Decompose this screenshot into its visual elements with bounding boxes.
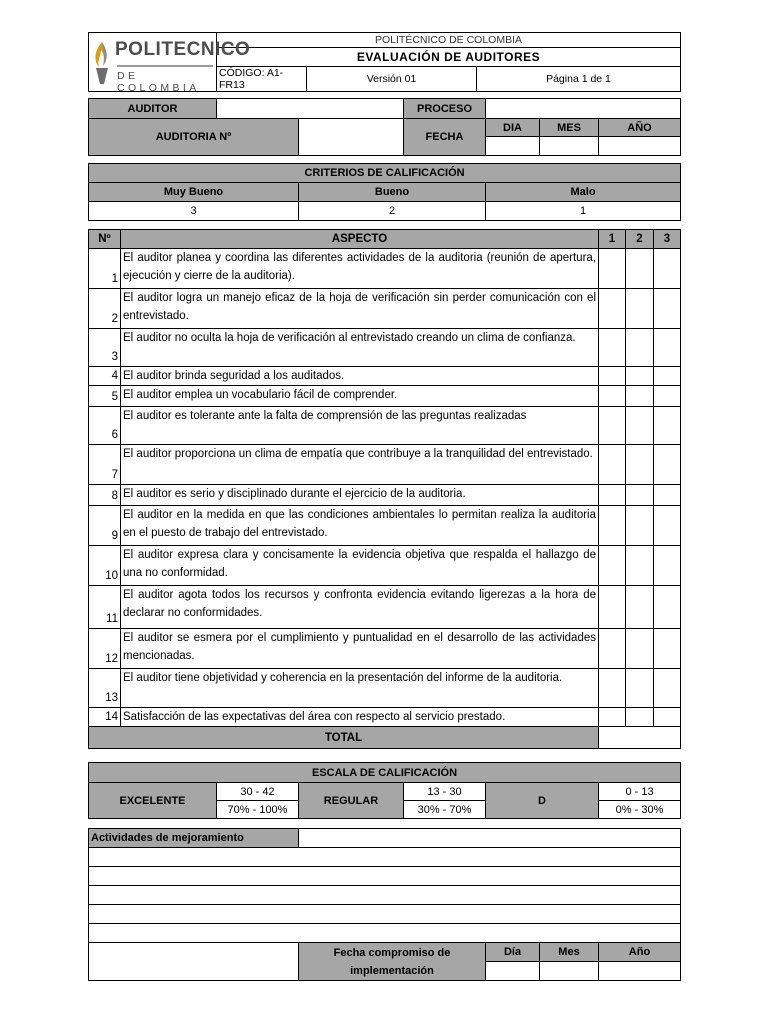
torch-logo-icon xyxy=(91,40,113,86)
criterio-label: Malo xyxy=(486,183,681,202)
dia-field[interactable] xyxy=(486,137,540,156)
aspect-text: Satisfacción de las expectativas del área con respecto al servicio prestado. xyxy=(121,708,599,727)
compromiso-dia-header: Día xyxy=(486,943,540,962)
criterios-title: CRITERIOS DE CALIFICACIÓN xyxy=(89,164,681,183)
excelente-range: 30 - 42 xyxy=(217,783,299,801)
score-cell-2[interactable] xyxy=(626,289,654,329)
score-cell-1[interactable] xyxy=(599,289,626,329)
escala-title: ESCALA DE CALIFICACIÓN xyxy=(89,763,681,783)
score-cell-3[interactable] xyxy=(654,708,681,727)
form-title: EVALUACIÓN DE AUDITORES xyxy=(217,48,681,67)
score-cell-2[interactable] xyxy=(626,445,654,485)
aspect-row xyxy=(89,249,681,289)
compromiso-mes-field[interactable] xyxy=(540,962,599,981)
aspect-text: El auditor es tolerante ante la falta de comprensión de las preguntas realizadas xyxy=(121,407,599,445)
aspectos-section xyxy=(88,229,680,749)
mejoramiento-field[interactable] xyxy=(299,829,681,848)
aspect-number: 9 xyxy=(89,506,121,546)
aspect-row xyxy=(89,586,681,629)
mejoramiento-line[interactable] xyxy=(89,924,681,943)
regular-label: REGULAR xyxy=(299,783,404,819)
logo xyxy=(89,33,251,94)
compromiso-dia-field[interactable] xyxy=(486,962,540,981)
escala-section xyxy=(88,762,680,819)
aspect-number: 11 xyxy=(89,586,121,629)
score-cell-1[interactable] xyxy=(599,386,626,407)
score-cell-2[interactable] xyxy=(626,586,654,629)
mejoramiento-title: Actividades de mejoramiento xyxy=(89,829,299,848)
proceso-label: PROCESO xyxy=(404,99,486,119)
score-cell-1[interactable] xyxy=(599,367,626,386)
aspect-row xyxy=(89,289,681,329)
aspect-text: El auditor es serio y disciplinado durante el ejercicio de la auditoria. xyxy=(121,485,599,506)
mejoramiento-blank[interactable] xyxy=(89,943,299,981)
mes-field[interactable] xyxy=(540,137,599,156)
score-cell-3[interactable] xyxy=(654,485,681,506)
aspect-text: El auditor logra un manejo eficaz de la hoja de verificación sin perder comunicación con el entrevistado. xyxy=(121,289,599,329)
score-cell-3[interactable] xyxy=(654,249,681,289)
score-cell-3[interactable] xyxy=(654,669,681,708)
compromiso-anio-field[interactable] xyxy=(599,962,681,981)
mejoramiento-section xyxy=(88,828,680,981)
anio-field[interactable] xyxy=(599,137,681,156)
score-cell-1[interactable] xyxy=(599,329,626,367)
score-cell-2[interactable] xyxy=(626,629,654,669)
aspect-number: 5 xyxy=(89,386,121,407)
d-range: 0 - 13 xyxy=(599,783,681,801)
score-cell-3[interactable] xyxy=(654,586,681,629)
form-page: Página 1 de 1 xyxy=(477,67,681,92)
aspect-row xyxy=(89,386,681,407)
score-cell-2[interactable] xyxy=(626,669,654,708)
score-cell-3[interactable] xyxy=(654,386,681,407)
score-cell-2[interactable] xyxy=(626,249,654,289)
aspect-text: El auditor no oculta la hoja de verificación al entrevistado creando un clima de confianza. xyxy=(121,329,599,367)
score-cell-3[interactable] xyxy=(654,407,681,445)
mejoramiento-line[interactable] xyxy=(89,867,681,886)
aspect-row xyxy=(89,506,681,546)
score-cell-1[interactable] xyxy=(599,249,626,289)
criterio-label: Bueno xyxy=(299,183,486,202)
compromiso-anio-header: Año xyxy=(599,943,681,962)
mejoramiento-line[interactable] xyxy=(89,905,681,924)
score-cell-1[interactable] xyxy=(599,407,626,445)
criterios-section xyxy=(88,163,680,221)
score-cell-3[interactable] xyxy=(654,445,681,485)
total-label: TOTAL xyxy=(89,727,599,749)
auditoria-number-field[interactable] xyxy=(299,119,404,156)
score-cell-2[interactable] xyxy=(626,407,654,445)
auditor-label: AUDITOR xyxy=(89,99,217,119)
score-cell-2[interactable] xyxy=(626,367,654,386)
aspect-row xyxy=(89,367,681,386)
total-row xyxy=(89,727,681,749)
mejoramiento-line[interactable] xyxy=(89,848,681,867)
aspect-number: 14 xyxy=(89,708,121,727)
total-field[interactable] xyxy=(599,727,681,749)
aspect-text: El auditor emplea un vocabulario fácil de comprender. xyxy=(121,386,599,407)
aspect-number: 2 xyxy=(89,289,121,329)
aspect-row xyxy=(89,329,681,367)
score-cell-3[interactable] xyxy=(654,629,681,669)
aspect-row xyxy=(89,485,681,506)
d-percent: 0% - 30% xyxy=(599,801,681,819)
score-header: 3 xyxy=(654,230,681,249)
score-cell-1[interactable] xyxy=(599,629,626,669)
score-cell-1[interactable] xyxy=(599,506,626,546)
aspect-header: ASPECTO xyxy=(121,230,599,249)
score-cell-2[interactable] xyxy=(626,506,654,546)
regular-range: 13 - 30 xyxy=(404,783,486,801)
fecha-compromiso-label: Fecha compromiso de implementación xyxy=(299,943,486,981)
aspect-number: 6 xyxy=(89,407,121,445)
aspect-number: 8 xyxy=(89,485,121,506)
aspect-row xyxy=(89,546,681,586)
criterio-value: 3 xyxy=(89,202,299,221)
aspect-text: El auditor planea y coordina las diferentes actividades de la auditoria (reunión de apertura, ejecución y cierre de la auditoria). xyxy=(121,249,599,289)
aspect-number: 13 xyxy=(89,669,121,708)
regular-percent: 30% - 70% xyxy=(404,801,486,819)
score-cell-1[interactable] xyxy=(599,485,626,506)
mes-header: MES xyxy=(540,119,599,137)
score-header: 2 xyxy=(626,230,654,249)
aspect-text: El auditor agota todos los recursos y confronta evidencia evitando ligerezas a la hora de declarar no conformidades. xyxy=(121,586,599,629)
aspect-number: 4 xyxy=(89,367,121,386)
aspect-row xyxy=(89,445,681,485)
aspect-number: 1 xyxy=(89,249,121,289)
form-version: Versión 01 xyxy=(307,67,477,92)
institution-name: POLITÉCNICO DE COLOMBIA xyxy=(217,33,681,48)
auditor-info-section xyxy=(88,98,680,156)
fecha-label: FECHA xyxy=(404,119,486,156)
compromiso-mes-header: Mes xyxy=(540,943,599,962)
document-header xyxy=(88,32,680,92)
excelente-label: EXCELENTE xyxy=(89,783,217,819)
anio-header: AÑO xyxy=(599,119,681,137)
aspect-number: 7 xyxy=(89,445,121,485)
aspect-text: El auditor en la medida en que las condiciones ambientales lo permitan realiza la auditoria en el puesto de trabajo del entrevistado. xyxy=(121,506,599,546)
auditoria-number-label: AUDITORIA Nº xyxy=(89,119,299,156)
logo-divider xyxy=(117,65,213,67)
aspect-number: 10 xyxy=(89,546,121,586)
d-label: D xyxy=(486,783,599,819)
score-cell-3[interactable] xyxy=(654,506,681,546)
score-cell-3[interactable] xyxy=(654,546,681,586)
criterio-value: 1 xyxy=(486,202,681,221)
score-cell-2[interactable] xyxy=(626,329,654,367)
logo-subtitle: DE COLOMBIA xyxy=(117,70,200,94)
score-cell-2[interactable] xyxy=(626,708,654,727)
criterio-value: 2 xyxy=(299,202,486,221)
score-cell-1[interactable] xyxy=(599,445,626,485)
num-header: Nº xyxy=(89,230,121,249)
aspect-row xyxy=(89,407,681,445)
excelente-percent: 70% - 100% xyxy=(217,801,299,819)
score-cell-3[interactable] xyxy=(654,367,681,386)
score-cell-1[interactable] xyxy=(599,586,626,629)
score-cell-1[interactable] xyxy=(599,669,626,708)
score-cell-1[interactable] xyxy=(599,708,626,727)
score-cell-1[interactable] xyxy=(599,546,626,586)
score-cell-2[interactable] xyxy=(626,386,654,407)
aspect-text: El auditor se esmera por el cumplimiento y puntualidad en el desarrollo de las actividades mencionadas. xyxy=(121,629,599,669)
aspect-row xyxy=(89,669,681,708)
score-cell-3[interactable] xyxy=(654,329,681,367)
score-cell-2[interactable] xyxy=(626,485,654,506)
aspect-row xyxy=(89,629,681,669)
aspect-text: El auditor proporciona un clima de empatía que contribuye a la tranquilidad del entrevistado. xyxy=(121,445,599,485)
proceso-field[interactable] xyxy=(486,99,681,119)
aspect-number: 3 xyxy=(89,329,121,367)
logo-title: POLITECNICO xyxy=(115,39,251,60)
dia-header: DIA xyxy=(486,119,540,137)
aspect-text: El auditor brinda seguridad a los auditados. xyxy=(121,367,599,386)
score-cell-2[interactable] xyxy=(626,546,654,586)
aspect-number: 12 xyxy=(89,629,121,669)
aspect-row xyxy=(89,708,681,727)
auditor-field[interactable] xyxy=(217,99,404,119)
mejoramiento-line[interactable] xyxy=(89,886,681,905)
aspect-text: El auditor expresa clara y concisamente la evidencia objetiva que respalda el hallazgo de una no conformidad. xyxy=(121,546,599,586)
score-header: 1 xyxy=(599,230,626,249)
aspect-text: El auditor tiene objetividad y coherencia en la presentación del informe de la auditoria. xyxy=(121,669,599,708)
score-cell-3[interactable] xyxy=(654,289,681,329)
form-code: CÓDIGO: A1-FR13 xyxy=(217,67,307,92)
criterio-label: Muy Bueno xyxy=(89,183,299,202)
